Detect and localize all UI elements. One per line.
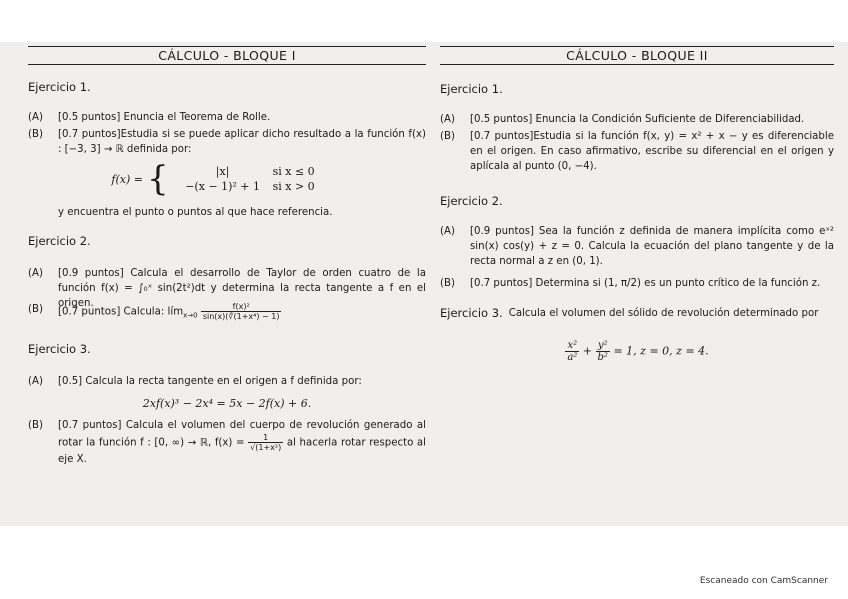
b2-ex2-heading: Ejercicio 2.	[440, 194, 503, 208]
b2-ex1-a-label: (A)	[440, 114, 455, 125]
b2-ex2-part-b	[440, 276, 834, 291]
case2-expr: −(x − 1)² + 1	[185, 180, 261, 193]
b1-ex1-a-label: (A)	[28, 112, 43, 123]
volume-numerator: 1	[248, 433, 283, 443]
b2-ex1-b-label: (B)	[440, 131, 455, 142]
b2-ex1-a-text: [0.5 puntos] Enuncia la Condición Suficiente de Diferenciabilidad.	[470, 114, 805, 125]
b1-ex3-heading: Ejercicio 3.	[28, 342, 91, 356]
b1-ex2-b-label: (B)	[28, 304, 43, 315]
b2-ex3-equation	[440, 340, 834, 363]
b2-ex2-part-a	[440, 224, 834, 269]
b1-ex3-a-label: (A)	[28, 376, 43, 387]
b1-ex3-b-label: (B)	[28, 420, 43, 431]
volume-denominator: √(1+x²)	[250, 443, 282, 452]
b1-fx-label: f(x) =	[111, 172, 143, 186]
case2-cond: si x > 0	[272, 180, 315, 193]
b1-ex3-a-text: [0.5] Calcula la recta tangente en el origen a f definida por:	[58, 376, 362, 387]
bloque-1-column	[28, 42, 426, 526]
b2-ex1-part-b	[440, 129, 834, 174]
limit-numerator: f(x)²	[201, 302, 282, 312]
b1-ex3-b-text1: [0.7 puntos] Calcula el volumen del cuerpo de revolución generado al rotar la función f : [0, ∞) → ℝ, f(x) =	[58, 420, 426, 449]
eq-den-a: a²	[567, 352, 578, 363]
b1-ejercicio-1	[28, 80, 426, 95]
eq-rest: = 1, z = 0, z = 4.	[613, 344, 709, 358]
b1-ex1-piecewise	[28, 159, 426, 199]
b2-ex2-a-text: [0.9 puntos] Sea la función z definida de manera implícita como eˣ² sin(x) cos(y) + z = 0. Calcula la ecuación del plano tangente y de la recta normal a z en (0, 1).	[470, 226, 834, 267]
bloque-2-title: CÁLCULO - BLOQUE II	[440, 46, 834, 65]
limit-subscript: x→0	[183, 311, 198, 320]
b2-ex3-heading: Ejercicio 3.	[440, 306, 503, 320]
implicit-equation: 2xf(x)³ − 2x⁴ = 5x − 2f(x) + 6.	[142, 397, 312, 410]
b1-ex3-equation	[28, 396, 426, 411]
b2-ex2-a-label: (A)	[440, 226, 455, 237]
ellipsoid-equation: $\frac{\text{x²}}{\text{a²}}$ + $\frac{\text{y²}}{\text{b²}}$ = 1, z = 0, z = 4.	[567, 340, 709, 363]
b1-ex2-b-text: [0.7 puntos] Calcula: lím	[58, 306, 184, 318]
b1-ex1-heading: Ejercicio 1.	[28, 80, 91, 94]
b1-ex1-b-label: (B)	[28, 129, 43, 140]
b2-ejercicio-2	[440, 194, 834, 209]
b1-ejercicio-3	[28, 342, 426, 357]
b2-ejercicio-3	[440, 306, 834, 321]
volume-fraction	[248, 433, 283, 452]
b1-ex1-a-text: [0.5 puntos] Enuncia el Teorema de Rolle.	[58, 112, 271, 123]
bloque-2-column	[440, 42, 834, 526]
limit-fraction	[201, 302, 282, 321]
b2-ex1-b-text: [0.7 puntos]Estudia si la función f(x, y) = x² + x − y es diferenciable en el origen. En caso afirmativo, escribe su diferencial en el origen y aplícala al punto (0, −4).	[470, 131, 834, 172]
b2-ex2-b-label: (B)	[440, 278, 455, 289]
b1-ex1-part-b	[28, 127, 426, 157]
b2-ex1-heading: Ejercicio 1.	[440, 82, 503, 96]
brace-symbol: {	[146, 159, 169, 199]
exam-sheet	[0, 42, 848, 526]
b2-ex3-text: Calcula el volumen del sólido de revolución determinado por	[508, 308, 819, 319]
eq-num-y: y²	[596, 340, 610, 352]
eq-num-x: x²	[565, 340, 579, 352]
b1-ex3-part-a	[28, 374, 426, 389]
b1-ex3-part-b	[28, 418, 426, 467]
b1-ex1-b-text: [0.7 puntos]Estudia si se puede aplicar dicho resultado a la función f(x) : [−3, 3] → ℝ definida por:	[58, 129, 426, 155]
case1-cond: si x ≤ 0	[272, 165, 315, 178]
eq-den-b: b²	[597, 352, 608, 363]
camscanner-watermark: Escaneado con CamScanner	[699, 576, 828, 586]
eq-frac-x	[565, 340, 579, 363]
eq-frac-y	[596, 340, 610, 363]
b1-ex3-b-text2: al hacerla rotar respecto al eje X.	[58, 437, 426, 465]
b2-ex1-part-a	[440, 112, 834, 127]
b1-ex2-a-label: (A)	[28, 268, 43, 279]
case1-expr: |x|	[215, 165, 230, 178]
b2-ex2-b-text: [0.7 puntos] Determina si (1, π/2) es un punto crítico de la función z.	[470, 278, 821, 289]
b1-ex1-after-text: y encuentra el punto o puntos al que hace referencia.	[58, 207, 333, 218]
b2-ejercicio-1	[440, 82, 834, 97]
b1-ex2-a-text: [0.9 puntos] Calcula el desarrollo de Taylor de orden cuatro de la función f(x) = ∫₀ˣ sin(2t²)dt y determina la recta tangente a f en el origen.	[58, 268, 426, 309]
b1-ex1-part-a	[28, 110, 426, 125]
b1-ex2-part-b	[28, 302, 426, 324]
b1-ex2-heading: Ejercicio 2.	[28, 234, 91, 248]
b1-ejercicio-2	[28, 234, 426, 249]
bloque-1-title: CÁLCULO - BLOQUE I	[28, 46, 426, 65]
b1-ex1-after	[28, 205, 426, 220]
limit-denominator: sin(x)(∛(1+x⁴) − 1)	[202, 312, 280, 321]
